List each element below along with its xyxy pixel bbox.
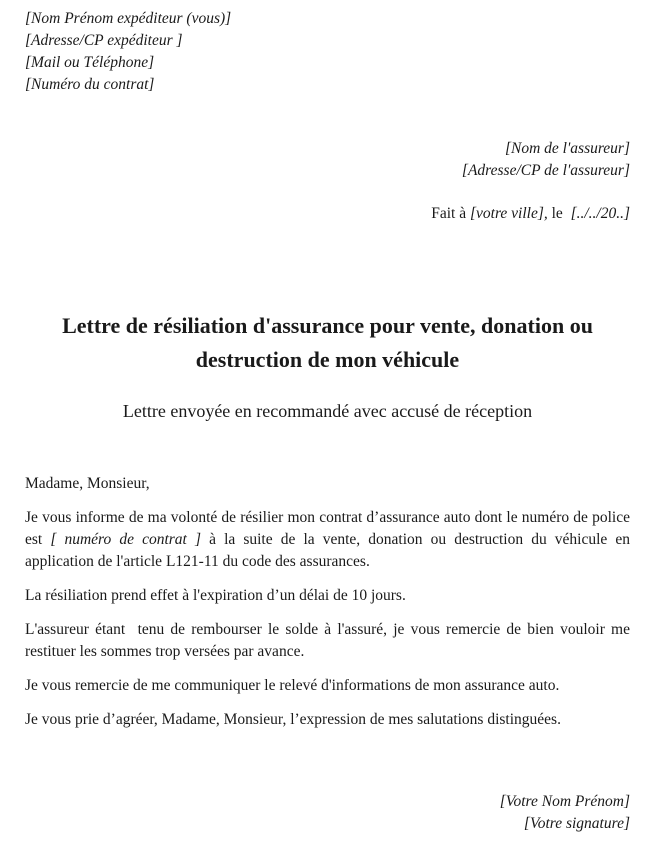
date-prefix: Fait à bbox=[431, 205, 470, 222]
city-placeholder: [votre ville], bbox=[469, 205, 548, 222]
letter-body bbox=[25, 473, 630, 731]
signature-block bbox=[25, 791, 630, 835]
letter-subtitle: Lettre envoyée en recommandé avec accusé de réception bbox=[122, 401, 533, 421]
sender-name-placeholder: [Nom Prénom expéditeur (vous)] bbox=[25, 10, 232, 27]
date-placeholder: [../../20..] bbox=[570, 205, 630, 222]
paragraph-effective-delay: La résiliation prend effet à l'expiration d’un délai de 10 jours. bbox=[25, 587, 406, 604]
signer-name-placeholder: [Votre Nom Prénom] bbox=[499, 793, 630, 810]
sender-block bbox=[25, 8, 630, 96]
date-line bbox=[25, 203, 630, 225]
contract-number-placeholder: [ numéro de contrat ] bbox=[50, 531, 201, 548]
insurer-name-placeholder: [Nom de l'assureur] bbox=[504, 140, 630, 157]
date-connector: le bbox=[547, 205, 571, 222]
paragraph-information-statement: Je vous remercie de me communiquer le relevé d'informations de mon assurance auto. bbox=[25, 677, 560, 694]
paragraph-cancellation-request bbox=[25, 507, 630, 573]
insurer-address-placeholder: [Adresse/CP de l'assureur] bbox=[461, 162, 630, 179]
salutation: Madame, Monsieur, bbox=[25, 475, 150, 492]
paragraph-1-text-after: à la suite de la vente, donation ou destruction du véhicule en application de l'article L121-11 du code des assurances. bbox=[25, 531, 631, 570]
sender-contact-placeholder: [Mail ou Téléphone] bbox=[25, 54, 155, 71]
paragraph-1-text-before: Je vous informe de ma volonté de résilier mon contrat d’assurance auto dont le numéro de police est bbox=[25, 509, 630, 548]
signature-placeholder: [Votre signature] bbox=[523, 815, 630, 832]
sender-contract-number-placeholder: [Numéro du contrat] bbox=[25, 76, 155, 93]
letter-title: Lettre de résiliation d'assurance pour vente, donation ou destruction de mon véhicule bbox=[62, 313, 593, 372]
sender-address-placeholder: [Adresse/CP expéditeur ] bbox=[25, 32, 183, 49]
paragraph-refund-request: L'assureur étant tenu de rembourser le solde à l'assuré, je vous remercie de bien vouloir me restituer les sommes trop versées par avance. bbox=[25, 621, 630, 660]
recipient-block bbox=[25, 138, 630, 182]
paragraph-closing-salutation: Je vous prie d’agréer, Madame, Monsieur, l’expression de mes salutations distinguées. bbox=[25, 711, 561, 728]
